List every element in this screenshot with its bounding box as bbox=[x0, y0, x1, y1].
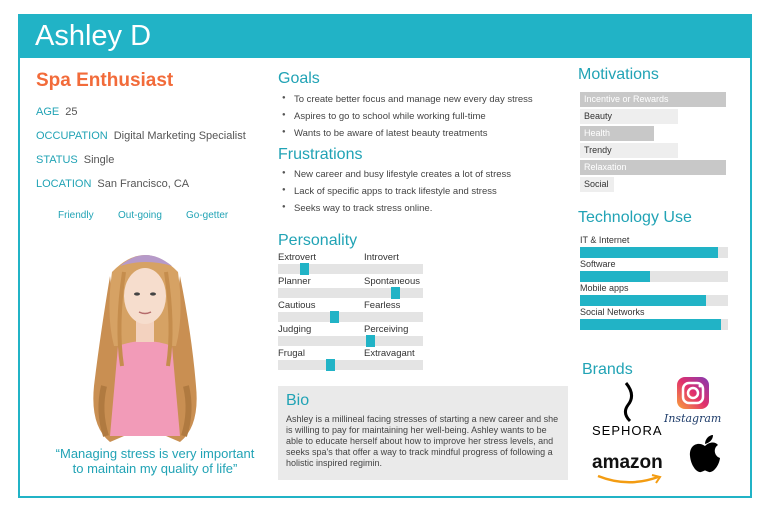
scale-marker bbox=[391, 287, 400, 299]
apple-icon bbox=[688, 434, 722, 474]
motivation-bar: Relaxation bbox=[580, 160, 726, 175]
technology-fill bbox=[580, 319, 721, 330]
technology-heading: Technology Use bbox=[578, 209, 692, 226]
technology-label: IT & Internet bbox=[580, 235, 630, 245]
technology-fill bbox=[580, 247, 718, 258]
persona-quote: “Managing stress is very important to maintain my quality of life” bbox=[55, 446, 255, 476]
goal-item: ● To create better focus and manage new every day stress bbox=[280, 94, 533, 111]
persona-role: Spa Enthusiast bbox=[36, 70, 174, 91]
goal-item: ● Aspires to go to school while working full-time bbox=[280, 111, 533, 128]
technology-track bbox=[580, 319, 728, 330]
occupation-value: Digital Marketing Specialist bbox=[113, 130, 246, 142]
motivation-bar: Social bbox=[580, 177, 614, 192]
sephora-flame-icon bbox=[592, 381, 666, 423]
location-value: San Francisco, CA bbox=[97, 178, 190, 190]
scale-right-label: Extravagant bbox=[364, 348, 415, 359]
age-label: AGE bbox=[36, 106, 60, 118]
scale-left-label: Judging bbox=[278, 324, 312, 335]
frustration-item: ● Lack of specific apps to track lifestyle and stress bbox=[280, 186, 511, 203]
scale-marker bbox=[326, 359, 335, 371]
occupation-label: OCCUPATION bbox=[36, 130, 108, 142]
amazon-wordmark: amazon bbox=[592, 452, 663, 473]
goals-heading: Goals bbox=[278, 70, 320, 87]
scale-marker bbox=[300, 263, 309, 275]
scale-left-label: Frugal bbox=[278, 348, 305, 359]
bio-heading: Bio bbox=[286, 392, 310, 409]
goals-list bbox=[280, 94, 533, 145]
personality-heading: Personality bbox=[278, 232, 358, 249]
info-status bbox=[36, 154, 114, 166]
instagram-icon bbox=[676, 376, 710, 410]
technology-label: Mobile apps bbox=[580, 283, 629, 293]
motivations-heading: Motivations bbox=[578, 66, 659, 83]
technology-fill bbox=[580, 295, 706, 306]
scale-track bbox=[278, 288, 423, 298]
scale-left-label: Planner bbox=[278, 276, 311, 287]
instagram-wordmark: Instagram bbox=[664, 412, 722, 425]
goal-item: ● Wants to be aware of latest beauty treatments bbox=[280, 128, 533, 145]
persona-name: Ashley D bbox=[35, 20, 152, 52]
scale-track bbox=[278, 336, 423, 346]
technology-item bbox=[580, 235, 728, 245]
instagram-logo bbox=[664, 376, 724, 426]
bio-text: Ashley is a millineal facing stresses of starting a new career and she is willing to pay for maintaining her well-being. Ashley wants to be able to educate herself about how to improve her stress levels, and seeks spa's that offer a way to track mindful progress of following a holistic inspired regimin. bbox=[286, 414, 559, 468]
bio-box bbox=[278, 386, 568, 480]
scale-right-label: Fearless bbox=[364, 300, 401, 311]
sephora-logo bbox=[592, 381, 666, 441]
technology-track bbox=[580, 295, 728, 306]
technology-track bbox=[580, 271, 728, 282]
amazon-smile-icon bbox=[596, 474, 666, 486]
scale-marker bbox=[366, 335, 375, 347]
trait-friendly: Friendly bbox=[58, 210, 94, 221]
technology-item bbox=[580, 259, 728, 269]
motivation-bar: Incentive or Rewards bbox=[580, 92, 726, 107]
scale-marker bbox=[330, 311, 339, 323]
scale-left-label: Extrovert bbox=[278, 252, 317, 263]
scale-track bbox=[278, 312, 423, 322]
technology-track bbox=[580, 247, 728, 258]
frustration-item: ● New career and busy lifestyle creates a lot of stress bbox=[280, 169, 511, 186]
technology-label: Software bbox=[580, 259, 616, 269]
motivation-bar: Trendy bbox=[580, 143, 678, 158]
location-label: LOCATION bbox=[36, 178, 92, 190]
motivation-bar: Beauty bbox=[580, 109, 678, 124]
persona-card bbox=[18, 14, 752, 498]
frustration-item: ● Seeks way to track stress online. bbox=[280, 203, 511, 220]
technology-item bbox=[580, 283, 728, 293]
persona-portrait bbox=[80, 236, 210, 446]
status-label: STATUS bbox=[36, 154, 78, 166]
info-location bbox=[36, 178, 189, 190]
frustrations-heading: Frustrations bbox=[278, 146, 363, 163]
motivation-bar: Health bbox=[580, 126, 654, 141]
brands-heading: Brands bbox=[582, 361, 633, 378]
scale-track bbox=[278, 264, 423, 274]
header-bar bbox=[20, 16, 750, 58]
scale-track bbox=[278, 360, 423, 370]
amazon-logo bbox=[592, 452, 672, 486]
status-value: Single bbox=[83, 154, 115, 166]
technology-label: Social Networks bbox=[580, 307, 645, 317]
trait-gogetter: Go-getter bbox=[186, 210, 229, 221]
scale-right-label: Perceiving bbox=[364, 324, 409, 335]
scale-right-label: Introvert bbox=[364, 252, 399, 263]
frustrations-list bbox=[280, 169, 511, 220]
age-value: 25 bbox=[65, 106, 78, 118]
sephora-wordmark: SEPHORA bbox=[592, 423, 663, 438]
scale-right-label: Spontaneous bbox=[364, 276, 420, 287]
info-occupation bbox=[36, 130, 246, 142]
scale-left-label: Cautious bbox=[278, 300, 316, 311]
info-age bbox=[36, 106, 77, 118]
technology-fill bbox=[580, 271, 650, 282]
technology-item bbox=[580, 307, 728, 317]
trait-outgoing: Out-going bbox=[118, 210, 162, 221]
